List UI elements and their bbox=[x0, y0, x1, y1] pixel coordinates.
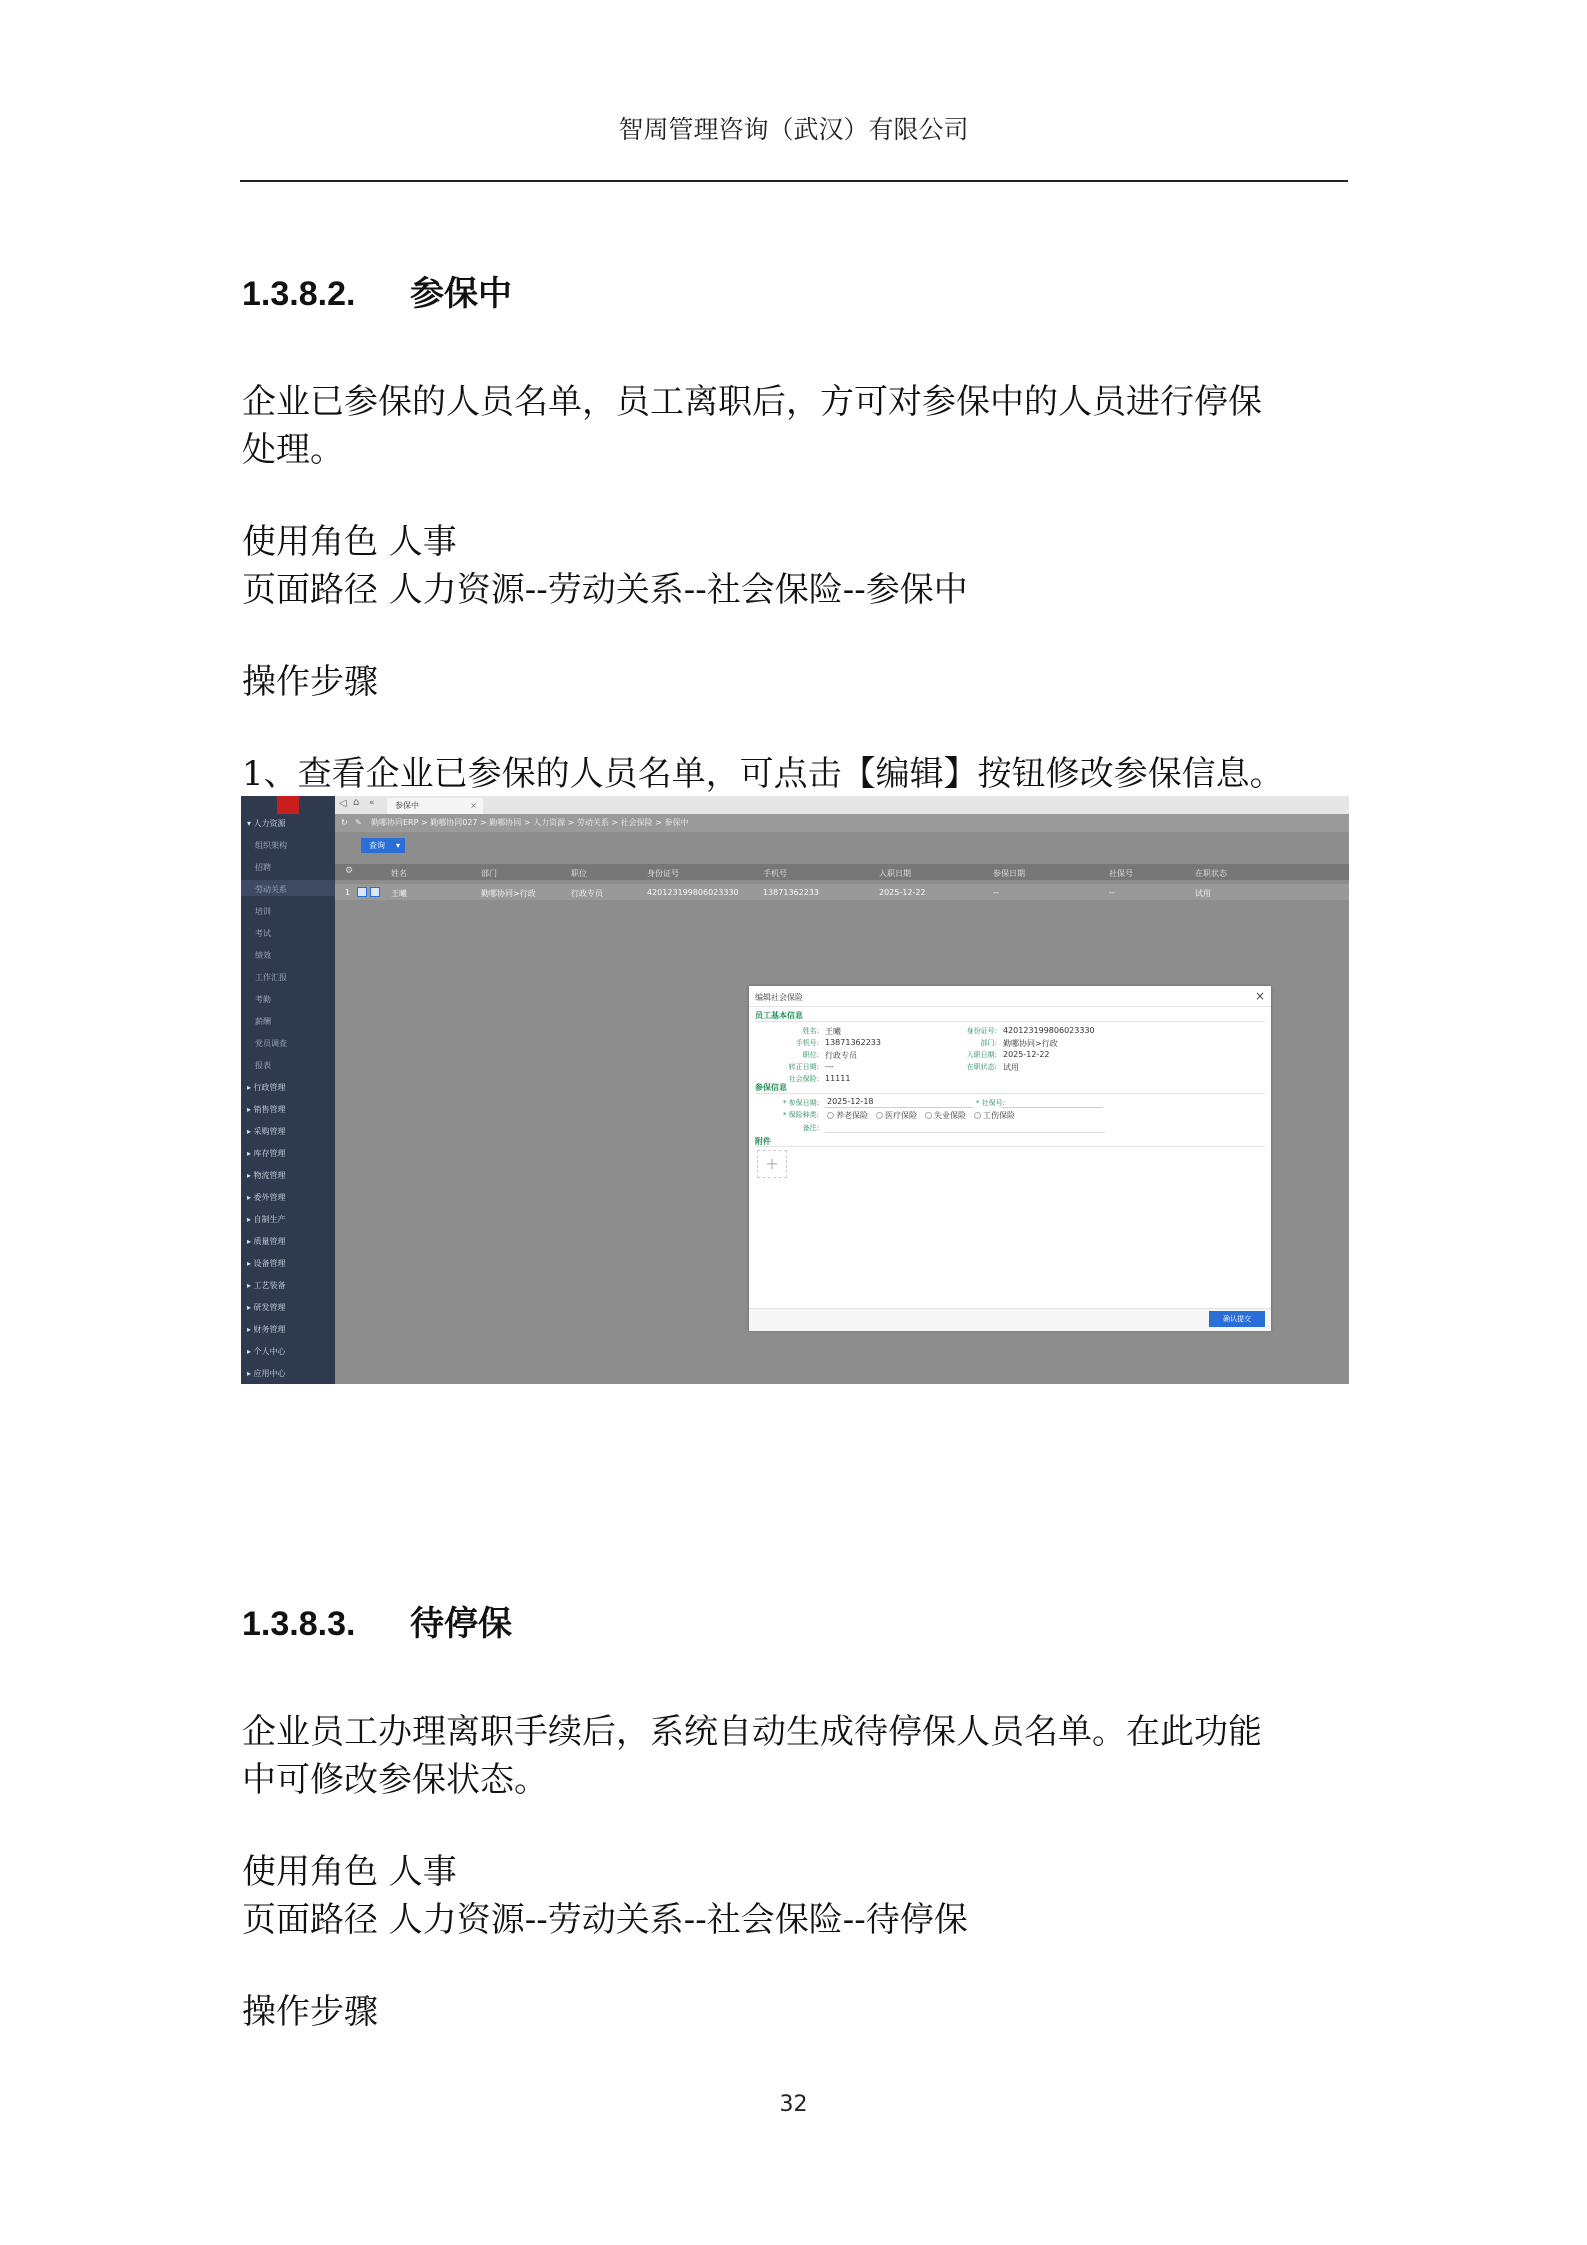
edit-icon[interactable] bbox=[357, 887, 367, 897]
step-1: 1、查看企业已参保的人员名单，可点击【编辑】按钮修改参保信息。 bbox=[242, 754, 1284, 794]
column-header[interactable]: 职位 bbox=[571, 869, 587, 878]
sidebar-item[interactable]: 党员调查 bbox=[255, 1039, 287, 1048]
role-line: 使用角色 人事 bbox=[242, 1852, 457, 1892]
tab-label: 参保中 bbox=[395, 801, 419, 810]
sidebar-item[interactable]: 报表 bbox=[255, 1061, 271, 1070]
sidebar-item[interactable]: 考试 bbox=[255, 929, 271, 938]
close-icon[interactable]: × bbox=[1254, 989, 1265, 1003]
checkbox-icon[interactable] bbox=[827, 1112, 834, 1119]
tab-close-icon[interactable]: × bbox=[470, 801, 477, 810]
insure-date-label: * 参保日期: bbox=[782, 1099, 819, 1107]
column-header[interactable]: 在职状态 bbox=[1195, 869, 1227, 878]
field-label: 入职日期: bbox=[966, 1051, 997, 1059]
steps-heading: 操作步骤 bbox=[242, 662, 378, 702]
sidebar-item[interactable]: 工作汇报 bbox=[255, 973, 287, 982]
table-cell: -- bbox=[993, 888, 999, 897]
field-value: 王曦 bbox=[825, 1027, 841, 1036]
insurance-type-checkbox[interactable] bbox=[925, 1111, 966, 1120]
field-value: 行政专员 bbox=[825, 1051, 857, 1060]
table-cell: 勤哪协同>行政 bbox=[481, 889, 536, 898]
chevron-down-icon: ▾ bbox=[395, 841, 400, 850]
field-label: 转正日期: bbox=[788, 1063, 819, 1071]
sidebar-item[interactable]: ▸ 库存管理 bbox=[247, 1149, 286, 1158]
collapse-icon[interactable]: « bbox=[369, 798, 375, 808]
modal-divider bbox=[749, 1006, 1271, 1007]
steps-heading: 操作步骤 bbox=[242, 1992, 378, 2032]
remark-input[interactable] bbox=[825, 1120, 1105, 1133]
section-title: 参保中 bbox=[410, 275, 512, 313]
sidebar-item[interactable]: ▾ 人力资源 bbox=[247, 819, 286, 828]
section-intro-line-2: 处理。 bbox=[242, 430, 344, 470]
home-icon[interactable]: ⌂ bbox=[353, 797, 360, 808]
sidebar-item[interactable]: 劳动关系 bbox=[255, 885, 287, 894]
insure-date-value: 2025-12-18 bbox=[827, 1097, 874, 1106]
sidebar-item[interactable]: 组织架构 bbox=[255, 841, 287, 850]
field-value: --- bbox=[825, 1062, 834, 1071]
insurance-type-label: 失业保险 bbox=[934, 1111, 966, 1120]
ss-no-input[interactable] bbox=[1001, 1096, 1103, 1108]
field-value: 试用 bbox=[1003, 1063, 1019, 1072]
checkbox-icon[interactable] bbox=[876, 1112, 883, 1119]
app-logo bbox=[277, 796, 299, 814]
column-header[interactable]: 参保日期 bbox=[993, 869, 1025, 878]
query-button[interactable] bbox=[361, 838, 405, 853]
sidebar-item[interactable]: ▸ 采购管理 bbox=[247, 1127, 286, 1136]
company-header: 智周管理咨询（武汉）有限公司 bbox=[618, 115, 969, 144]
view-icon[interactable] bbox=[370, 887, 380, 897]
section-number: 1.3.8.2. bbox=[242, 275, 356, 313]
sidebar-item[interactable]: 考勤 bbox=[255, 995, 271, 1004]
tab-bar bbox=[335, 796, 1349, 814]
sidebar-item[interactable]: ▸ 研发管理 bbox=[247, 1303, 286, 1312]
table-cell: 2025-12-22 bbox=[879, 888, 926, 897]
row-index: 1 bbox=[345, 888, 351, 897]
sidebar-item[interactable]: ▸ 设备管理 bbox=[247, 1259, 286, 1268]
checkbox-icon[interactable] bbox=[925, 1112, 932, 1119]
section-intro-line-2: 中可修改参保状态。 bbox=[242, 1760, 548, 1800]
column-header[interactable]: 身份证号 bbox=[647, 869, 679, 878]
sidebar-item[interactable]: ▸ 委外管理 bbox=[247, 1193, 286, 1202]
section-heading-2 bbox=[242, 1596, 512, 1645]
field-value: 勤哪协同>行政 bbox=[1003, 1039, 1058, 1048]
insurance-type-label: 养老保险 bbox=[836, 1111, 868, 1120]
ss-no-label: * 社保号: bbox=[975, 1099, 1005, 1107]
breadcrumb-text: 勤哪协同ERP > 勤哪协同027 > 勤哪协同 > 人力资源 > 劳动关系 > 社会保险 > 参保中 bbox=[371, 818, 689, 827]
field-value: 420123199806023330 bbox=[1003, 1026, 1095, 1035]
insurance-type-label: 工伤保险 bbox=[983, 1111, 1015, 1120]
field-label: 职位: bbox=[802, 1051, 819, 1059]
insure-info-section: 参保信息 bbox=[755, 1083, 787, 1092]
column-header[interactable]: 手机号 bbox=[763, 869, 787, 878]
refresh-icon[interactable]: ↻ bbox=[341, 818, 348, 827]
remark-label: 备注: bbox=[802, 1124, 819, 1132]
sidebar-item[interactable]: ▸ 自制生产 bbox=[247, 1215, 286, 1224]
sidebar-item[interactable]: ▸ 个人中心 bbox=[247, 1347, 286, 1356]
section-divider bbox=[755, 1146, 1265, 1147]
field-label: 身份证号: bbox=[966, 1027, 997, 1035]
settings-icon[interactable]: ⚙ bbox=[345, 866, 354, 876]
table-cell: 试用 bbox=[1195, 889, 1211, 898]
insurance-type-checkbox[interactable] bbox=[827, 1111, 868, 1120]
section-number: 1.3.8.3. bbox=[242, 1605, 356, 1643]
confirm-submit-button[interactable]: 确认提交 bbox=[1209, 1311, 1265, 1327]
field-value: 2025-12-22 bbox=[1003, 1050, 1050, 1059]
pin-icon[interactable]: ✎ bbox=[355, 818, 362, 827]
table-cell: 13871362233 bbox=[763, 888, 819, 897]
sidebar-item[interactable]: 绩效 bbox=[255, 951, 271, 960]
column-header[interactable]: 部门 bbox=[481, 869, 497, 878]
field-label: 社会保险: bbox=[788, 1075, 819, 1083]
role-line: 使用角色 人事 bbox=[242, 522, 457, 562]
breadcrumb bbox=[335, 814, 1349, 832]
basic-info-section: 员工基本信息 bbox=[755, 1011, 803, 1020]
column-header[interactable]: 入职日期 bbox=[879, 869, 911, 878]
path-line: 页面路径 人力资源--劳动关系--社会保险--参保中 bbox=[242, 570, 968, 610]
sidebar-item[interactable]: 薪酬 bbox=[255, 1017, 271, 1026]
table-cell: 420123199806023330 bbox=[647, 888, 739, 897]
insurance-type-checkbox[interactable] bbox=[876, 1111, 917, 1120]
sidebar-item[interactable]: 招聘 bbox=[255, 863, 271, 872]
checkbox-icon[interactable] bbox=[974, 1112, 981, 1119]
table-cell: 行政专员 bbox=[571, 889, 603, 898]
table-cell: -- bbox=[1109, 888, 1115, 897]
insurance-types-label: * 保险种类: bbox=[782, 1111, 819, 1119]
section-title: 待停保 bbox=[410, 1605, 512, 1643]
attachment-section: 附件 bbox=[755, 1137, 771, 1146]
sidebar bbox=[241, 796, 335, 1384]
column-header[interactable]: 姓名 bbox=[391, 869, 407, 878]
path-line: 页面路径 人力资源--劳动关系--社会保险--待停保 bbox=[242, 1900, 968, 1940]
column-header[interactable]: 社保号 bbox=[1109, 869, 1133, 878]
sidebar-item[interactable]: ▸ 质量管理 bbox=[247, 1237, 286, 1246]
field-value: 13871362233 bbox=[825, 1038, 881, 1047]
section-intro-line-1: 企业已参保的人员名单，员工离职后，方可对参保中的人员进行停保 bbox=[242, 382, 1262, 422]
query-button-label: 查询 bbox=[369, 841, 385, 850]
field-label: 姓名: bbox=[802, 1027, 819, 1035]
edit-insurance-modal bbox=[749, 986, 1271, 1330]
modal-title: 编辑社会保险 bbox=[755, 993, 803, 1002]
sidebar-item[interactable]: ▸ 应用中心 bbox=[247, 1369, 286, 1378]
section-divider bbox=[755, 1093, 1265, 1094]
field-label: 手机号: bbox=[795, 1039, 819, 1047]
field-label: 在职状态: bbox=[966, 1063, 997, 1071]
insurance-type-label: 医疗保险 bbox=[885, 1111, 917, 1120]
section-intro-line-1: 企业员工办理离职手续后，系统自动生成待停保人员名单。在此功能 bbox=[242, 1712, 1262, 1752]
section-heading-1 bbox=[242, 266, 512, 315]
sidebar-item[interactable]: ▸ 财务管理 bbox=[247, 1325, 286, 1334]
section-divider bbox=[755, 1021, 1265, 1022]
sidebar-item[interactable]: ▸ 行政管理 bbox=[247, 1083, 286, 1092]
insurance-type-checkbox[interactable] bbox=[974, 1111, 1015, 1120]
back-icon[interactable]: ◁ bbox=[339, 798, 347, 809]
sidebar-item[interactable]: ▸ 销售管理 bbox=[247, 1105, 286, 1114]
page-number: 32 bbox=[779, 2092, 808, 2117]
sidebar-item[interactable]: ▸ 工艺装备 bbox=[247, 1281, 286, 1290]
sidebar-item[interactable]: ▸ 物流管理 bbox=[247, 1171, 286, 1180]
table-cell: 王曦 bbox=[391, 889, 407, 898]
embedded-screenshot bbox=[241, 796, 1349, 1384]
modal-footer bbox=[749, 1308, 1271, 1331]
tab-insured[interactable] bbox=[387, 798, 483, 814]
header-divider bbox=[240, 180, 1348, 182]
sidebar-item[interactable]: 培训 bbox=[255, 907, 271, 916]
field-label: 部门: bbox=[980, 1039, 997, 1047]
field-value: 11111 bbox=[825, 1074, 851, 1083]
upload-button[interactable]: + bbox=[757, 1150, 787, 1178]
